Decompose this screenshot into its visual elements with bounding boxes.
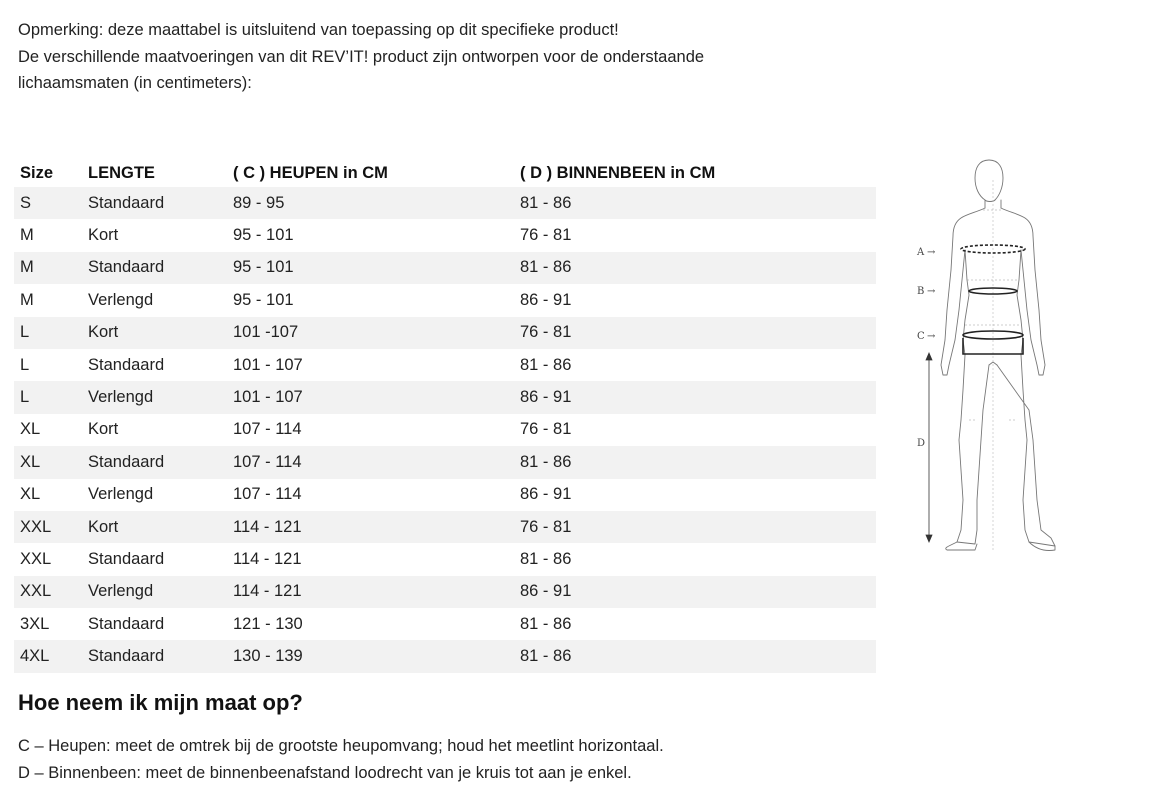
table-row bbox=[14, 640, 876, 672]
body-diagram-illustration bbox=[905, 150, 1075, 560]
cell-hips: 101 - 107 bbox=[227, 381, 514, 413]
inseam-arrow bbox=[926, 353, 932, 542]
table-row bbox=[14, 543, 876, 575]
cell-size: XL bbox=[14, 479, 82, 511]
cell-hips: 101 -107 bbox=[227, 317, 514, 349]
cell-inseam: 81 - 86 bbox=[514, 349, 876, 381]
label-b: B bbox=[917, 286, 925, 297]
cell-length: Standaard bbox=[82, 349, 227, 381]
label-a: A bbox=[917, 247, 925, 258]
cell-inseam: 81 - 86 bbox=[514, 446, 876, 478]
cell-inseam: 76 - 81 bbox=[514, 219, 876, 251]
cell-length: Verlengd bbox=[82, 479, 227, 511]
cell-hips: 130 - 139 bbox=[227, 640, 514, 672]
table-row bbox=[14, 511, 876, 543]
label-c: C bbox=[917, 331, 925, 342]
table-row bbox=[14, 446, 876, 478]
table-row bbox=[14, 479, 876, 511]
cell-size: 3XL bbox=[14, 608, 82, 640]
measurement-figure bbox=[905, 150, 1075, 560]
header-length: LENGTE bbox=[88, 163, 155, 182]
table-row bbox=[14, 349, 876, 381]
cell-inseam: 76 - 81 bbox=[514, 511, 876, 543]
cell-hips: 95 - 101 bbox=[227, 252, 514, 284]
header-hips: ( C ) HEUPEN in CM bbox=[233, 163, 388, 182]
table-row bbox=[14, 187, 876, 219]
cell-inseam: 81 - 86 bbox=[514, 252, 876, 284]
cell-size: M bbox=[14, 219, 82, 251]
howto-heading: Hoe neem ik mijn maat op? bbox=[18, 690, 303, 715]
cell-hips: 114 - 121 bbox=[227, 511, 514, 543]
cell-size: M bbox=[14, 252, 82, 284]
cell-inseam: 81 - 86 bbox=[514, 187, 876, 219]
intro-text bbox=[18, 17, 818, 97]
cell-inseam: 86 - 91 bbox=[514, 479, 876, 511]
cell-length: Kort bbox=[82, 219, 227, 251]
label-d: D bbox=[917, 438, 926, 449]
table-row bbox=[14, 284, 876, 316]
cell-hips: 107 - 114 bbox=[227, 446, 514, 478]
cell-hips: 107 - 114 bbox=[227, 479, 514, 511]
cell-hips: 95 - 101 bbox=[227, 219, 514, 251]
table-row bbox=[14, 608, 876, 640]
table-row bbox=[14, 252, 876, 284]
cell-size: XXL bbox=[14, 543, 82, 575]
cell-length: Standaard bbox=[82, 608, 227, 640]
table-row bbox=[14, 317, 876, 349]
cell-inseam: 76 - 81 bbox=[514, 317, 876, 349]
cell-size: L bbox=[14, 381, 82, 413]
cell-length: Verlengd bbox=[82, 284, 227, 316]
cell-length: Verlengd bbox=[82, 381, 227, 413]
arrow-b: → bbox=[927, 286, 936, 297]
size-table bbox=[14, 155, 876, 673]
cell-length: Standaard bbox=[82, 446, 227, 478]
cell-hips: 121 - 130 bbox=[227, 608, 514, 640]
table-row bbox=[14, 381, 876, 413]
howto-instructions bbox=[18, 733, 664, 787]
cell-length: Standaard bbox=[82, 640, 227, 672]
cell-size: XL bbox=[14, 446, 82, 478]
intro-line-2: De verschillende maatvoeringen van dit REV’IT! product zijn ontworpen voor de onderstaande bbox=[18, 47, 705, 66]
table-body bbox=[14, 187, 876, 673]
cell-length: Kort bbox=[82, 511, 227, 543]
table-header-row bbox=[14, 155, 876, 187]
cell-length: Standaard bbox=[82, 252, 227, 284]
cell-hips: 95 - 101 bbox=[227, 284, 514, 316]
cell-hips: 107 - 114 bbox=[227, 414, 514, 446]
cell-hips: 114 - 121 bbox=[227, 543, 514, 575]
cell-size: S bbox=[14, 187, 82, 219]
cell-size: XXL bbox=[14, 576, 82, 608]
cell-size: L bbox=[14, 317, 82, 349]
cell-inseam: 86 - 91 bbox=[514, 381, 876, 413]
cell-length: Kort bbox=[82, 317, 227, 349]
cell-size: L bbox=[14, 349, 82, 381]
cell-inseam: 76 - 81 bbox=[514, 414, 876, 446]
cell-size: 4XL bbox=[14, 640, 82, 672]
cell-size: XXL bbox=[14, 511, 82, 543]
arrow-a: → bbox=[927, 247, 936, 258]
arrow-c: → bbox=[927, 331, 936, 342]
cell-hips: 101 - 107 bbox=[227, 349, 514, 381]
cell-hips: 89 - 95 bbox=[227, 187, 514, 219]
cell-size: M bbox=[14, 284, 82, 316]
table-row bbox=[14, 576, 876, 608]
cell-length: Standaard bbox=[82, 187, 227, 219]
cell-inseam: 81 - 86 bbox=[514, 608, 876, 640]
cell-inseam: 86 - 91 bbox=[514, 576, 876, 608]
howto-inseam: D – Binnenbeen: meet de binnenbeenafstand loodrecht van je kruis tot aan je enkel. bbox=[18, 764, 632, 782]
header-size: Size bbox=[20, 163, 54, 182]
cell-length: Standaard bbox=[82, 543, 227, 575]
howto-hips: C – Heupen: meet de omtrek bij de grootste heupomvang; houd het meetlint horizontaal. bbox=[18, 737, 664, 755]
table-row bbox=[14, 219, 876, 251]
cell-inseam: 86 - 91 bbox=[514, 284, 876, 316]
intro-line-3: lichaamsmaten (in centimeters): bbox=[18, 74, 252, 92]
cell-hips: 114 - 121 bbox=[227, 576, 514, 608]
cell-size: XL bbox=[14, 414, 82, 446]
intro-note: Opmerking: deze maattabel is uitsluitend van toepassing op dit specifieke product! bbox=[18, 21, 619, 39]
cell-length: Verlengd bbox=[82, 576, 227, 608]
header-inseam: ( D ) BINNENBEEN in CM bbox=[520, 163, 716, 182]
table-row bbox=[14, 414, 876, 446]
cell-inseam: 81 - 86 bbox=[514, 640, 876, 672]
cell-inseam: 81 - 86 bbox=[514, 543, 876, 575]
cell-length: Kort bbox=[82, 414, 227, 446]
